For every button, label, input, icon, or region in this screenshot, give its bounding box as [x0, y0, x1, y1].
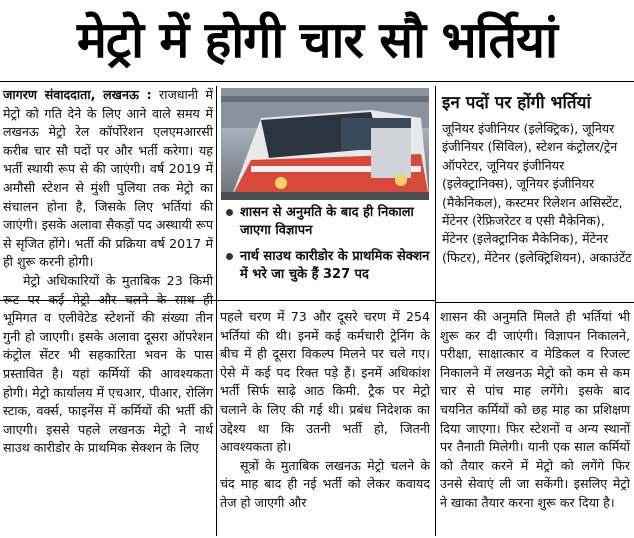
posts-box-body: जूनियर इंजीनियर (इलेक्ट्रिक), जूनियर इंजीनियर (सिविल), स्टेशन कंट्रोलर/ट्रेन ऑपरेटर, जूनियर इंजीनियर (इलेक्ट्रानिक्स), जूनियर इंजीनियर (मैकेनिकल), कस्टमर रिलेशन असिस्टेंट, मेंटेनर (रेफ्रिजरेटर व एसी मैकेनिक), मेंटेनर (इलेक्ट्रानिक मैकेनिक), मेंटेनर (फिटर), मेंटेनर (इलेक्ट्रिशियन), अकाउंटेंट — [442, 121, 632, 265]
metro-train-photo — [221, 88, 429, 200]
col2-para-2: सूत्रों के मुताबिक लखनऊ मेट्रो चलने के चंद माह बाद ही नई भर्ती को लेकर कवायद तेज हो जाएगी और — [220, 457, 430, 510]
bullet-icon — [226, 253, 233, 260]
column-2 — [220, 308, 430, 513]
highlights — [226, 204, 431, 292]
col1-para-1 — [3, 86, 213, 272]
bullet-icon — [226, 209, 233, 216]
column-divider-2 — [435, 86, 436, 536]
column-divider-1 — [216, 86, 217, 536]
metro-train-illustration — [221, 88, 429, 200]
highlight-text: नार्थ साउथ कारीडोर के प्राथमिक सेक्शन में भरे जा चुके हैं 327 पद — [240, 249, 430, 282]
col3-para-1: शासन की अनुमति मिलते ही भर्तियां भी शुरू कर दी जाएंगी। विज्ञापन निकालने, परीक्षा, साक्षात्कार व मेडिकल व रिजल्ट निकालने में लखनऊ मेट्रो को कम से कम चार से पांच माह लगेंगे। इसके बाद चयनित कर्मियों को छह माह का प्रशिक्षण दिया जाएगा। फिर स्टेशनों व अन्य स्थानों पर तैनाती मिलेगी। यानी एक साल कर्मियों को तैयार करने में मेट्रो को लगेंगे फिर उनसे सेवाएं ली जा सकेंगी। इसलिए मेट्रो ने खाका तैयार करना शुरू कर दिया है। — [440, 309, 630, 510]
posts-box-title: इन पदों पर होंगी भर्तियां — [442, 93, 591, 113]
column-3 — [440, 308, 630, 513]
box-rule — [436, 302, 634, 303]
headline: मेट्रो में होगी चार सौ भर्तियां — [76, 11, 558, 69]
highlight-item — [226, 204, 431, 240]
mid-rule — [0, 300, 436, 301]
headline-rule — [0, 81, 634, 82]
byline: जागरण संवाददाता, लखनऊ : — [3, 87, 152, 102]
column-1 — [3, 86, 213, 458]
highlight-item — [226, 248, 431, 284]
col1-para-1-text: राजधानी में मेट्रो को गति देने के लिए आने वाले समय में लखनऊ मेट्रो रेल कॉर्पोरेशन एलएमआरसी करीब चार सौ पदों पर और भर्ती करेगा। यह भर्ती स्थायी रूप से की जाएंगी। वर्ष 2019 में अमौसी स्टेशन से मुंशी पुलिया तक मेट्रो का संचालन होना है, जिसके लिए भर्तियां की जाएंगी। इसके अलावा सैकड़ों पद अस्थायी रूप से सृजित होंगे। भर्ती की प्रक्रिया वर्ष 2017 में ही शुरू करनी होगी। — [3, 87, 213, 270]
col1-para-2: मेट्रो अधिकारियों के मुताबिक 23 किमी भूमिगत व एलीवेटेड स्टेशनों की संख्या तीन गुनी हो जाएगी। इसके अलावा दूसरा ऑपरेशन कंट्रोल सेंटर भी सहकारिता भवन के पास प्रस्तावित है। यहां कर्मियों की आवश्यकता होगी। मेट्रो कार्यालय में एचआर, पीआर, रोलिंग स्टाक, वर्क्स, फाइनेंस में कर्मियों की भर्ती की जाएगी। इससे पहले लखनऊ मेट्रो ने नार्थ साउथ कारीडोर के प्राथमिक सेक्शन के लिए — [3, 272, 213, 456]
col2-para-1: पहले चरण में 73 और दूसरे चरण में 254 भर्तियां की थी। इनमें कई कर्मचारी ट्रेनिंग के बीच में ही दूसरा विकल्प मिलने पर चले गए। ऐसे में कई पद रिक्त पड़े हैं। इनमें अधिकांश भर्ती सिर्फ साढ़े आठ किमी. ट्रैक पर मेट्रो चलाने के लिए की गई थी। प्रबंध निदेशक का उद्देश्य था कि उतनी भर्ती हो, जितनी आवश्यकता हो। — [220, 309, 430, 455]
highlight-text: शासन से अनुमति के बाद ही निकाला जाएगा विज्ञापन — [240, 205, 414, 238]
